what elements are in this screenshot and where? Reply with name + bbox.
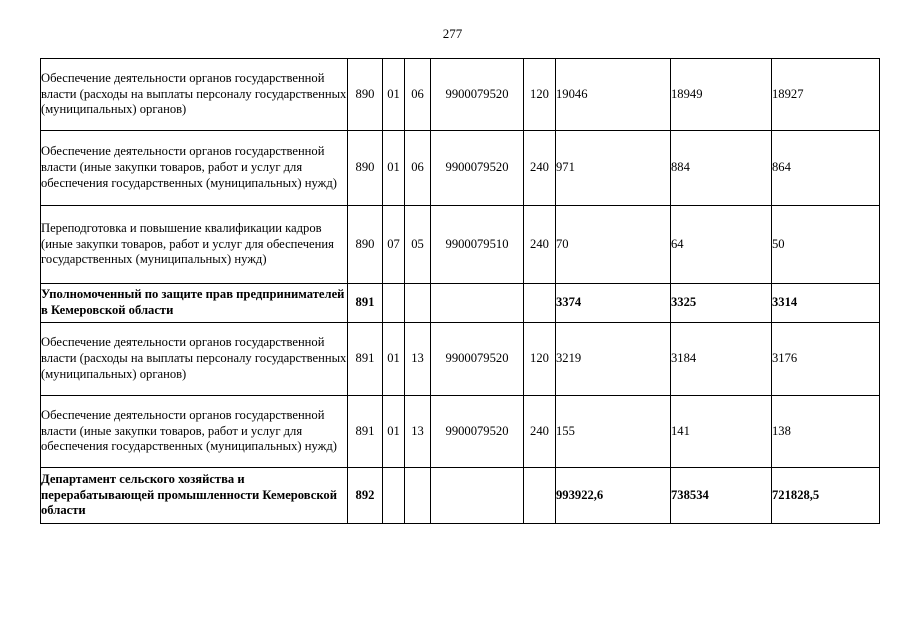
expense-type-code: 120 [524, 323, 556, 396]
amount-year-2: 738534 [671, 468, 772, 524]
amount-year-3: 721828,5 [772, 468, 880, 524]
target-article-code [431, 468, 524, 524]
amount-year-1: 155 [556, 396, 671, 468]
amount-year-3: 3176 [772, 323, 880, 396]
department-code: 890 [348, 59, 383, 131]
amount-year-1: 3374 [556, 284, 671, 323]
budget-table [40, 58, 880, 524]
department-code: 890 [348, 206, 383, 284]
section-code: 01 [383, 396, 405, 468]
amount-year-2: 3184 [671, 323, 772, 396]
expense-type-code: 240 [524, 131, 556, 206]
row-description: Переподготовка и повышение квалификации кадров (иные закупки товаров, работ и услуг для обеспечения государственных (муниципальных) нужд) [41, 206, 348, 284]
expense-type-code [524, 468, 556, 524]
amount-year-1: 19046 [556, 59, 671, 131]
table-row [41, 131, 880, 206]
department-code: 892 [348, 468, 383, 524]
amount-year-1: 70 [556, 206, 671, 284]
row-description: Уполномоченный по защите прав предпринимателей в Кемеровской области [41, 284, 348, 323]
section-code: 01 [383, 59, 405, 131]
amount-year-2: 3325 [671, 284, 772, 323]
amount-year-3: 50 [772, 206, 880, 284]
table-row [41, 396, 880, 468]
target-article-code: 9900079520 [431, 59, 524, 131]
amount-year-3: 864 [772, 131, 880, 206]
section-code: 07 [383, 206, 405, 284]
amount-year-1: 3219 [556, 323, 671, 396]
row-description: Обеспечение деятельности органов государственной власти (расходы на выплаты персоналу государственных (муниципальных) органов) [41, 59, 348, 131]
table-row [41, 59, 880, 131]
amount-year-2: 18949 [671, 59, 772, 131]
amount-year-3: 138 [772, 396, 880, 468]
section-code: 01 [383, 323, 405, 396]
target-article-code: 9900079510 [431, 206, 524, 284]
subsection-code: 05 [405, 206, 431, 284]
amount-year-1: 971 [556, 131, 671, 206]
row-description: Обеспечение деятельности органов государственной власти (иные закупки товаров, работ и услуг для обеспечения государственных (муниципальных) нужд) [41, 396, 348, 468]
subsection-code [405, 468, 431, 524]
row-description: Обеспечение деятельности органов государственной власти (расходы на выплаты персоналу государственных (муниципальных) органов) [41, 323, 348, 396]
department-code: 891 [348, 396, 383, 468]
table-row [41, 206, 880, 284]
table-row [41, 468, 880, 524]
subsection-code: 13 [405, 323, 431, 396]
amount-year-3: 18927 [772, 59, 880, 131]
row-description: Департамент сельского хозяйства и перерабатывающей промышленности Кемеровской области [41, 468, 348, 524]
page-number: 277 [442, 26, 463, 41]
amount-year-2: 141 [671, 396, 772, 468]
amount-year-1: 993922,6 [556, 468, 671, 524]
amount-year-3: 3314 [772, 284, 880, 323]
section-code [383, 468, 405, 524]
table-row [41, 284, 880, 323]
expense-type-code: 240 [524, 206, 556, 284]
expense-type-code: 120 [524, 59, 556, 131]
target-article-code: 9900079520 [431, 131, 524, 206]
subsection-code: 06 [405, 131, 431, 206]
expense-type-code: 240 [524, 396, 556, 468]
subsection-code: 13 [405, 396, 431, 468]
amount-year-2: 64 [671, 206, 772, 284]
department-code: 891 [348, 284, 383, 323]
target-article-code [431, 284, 524, 323]
row-description: Обеспечение деятельности органов государственной власти (иные закупки товаров, работ и услуг для обеспечения государственных (муниципальных) нужд) [41, 131, 348, 206]
expense-type-code [524, 284, 556, 323]
section-code [383, 284, 405, 323]
subsection-code [405, 284, 431, 323]
target-article-code: 9900079520 [431, 323, 524, 396]
section-code: 01 [383, 131, 405, 206]
department-code: 890 [348, 131, 383, 206]
amount-year-2: 884 [671, 131, 772, 206]
department-code: 891 [348, 323, 383, 396]
subsection-code: 06 [405, 59, 431, 131]
table-row [41, 323, 880, 396]
target-article-code: 9900079520 [431, 396, 524, 468]
